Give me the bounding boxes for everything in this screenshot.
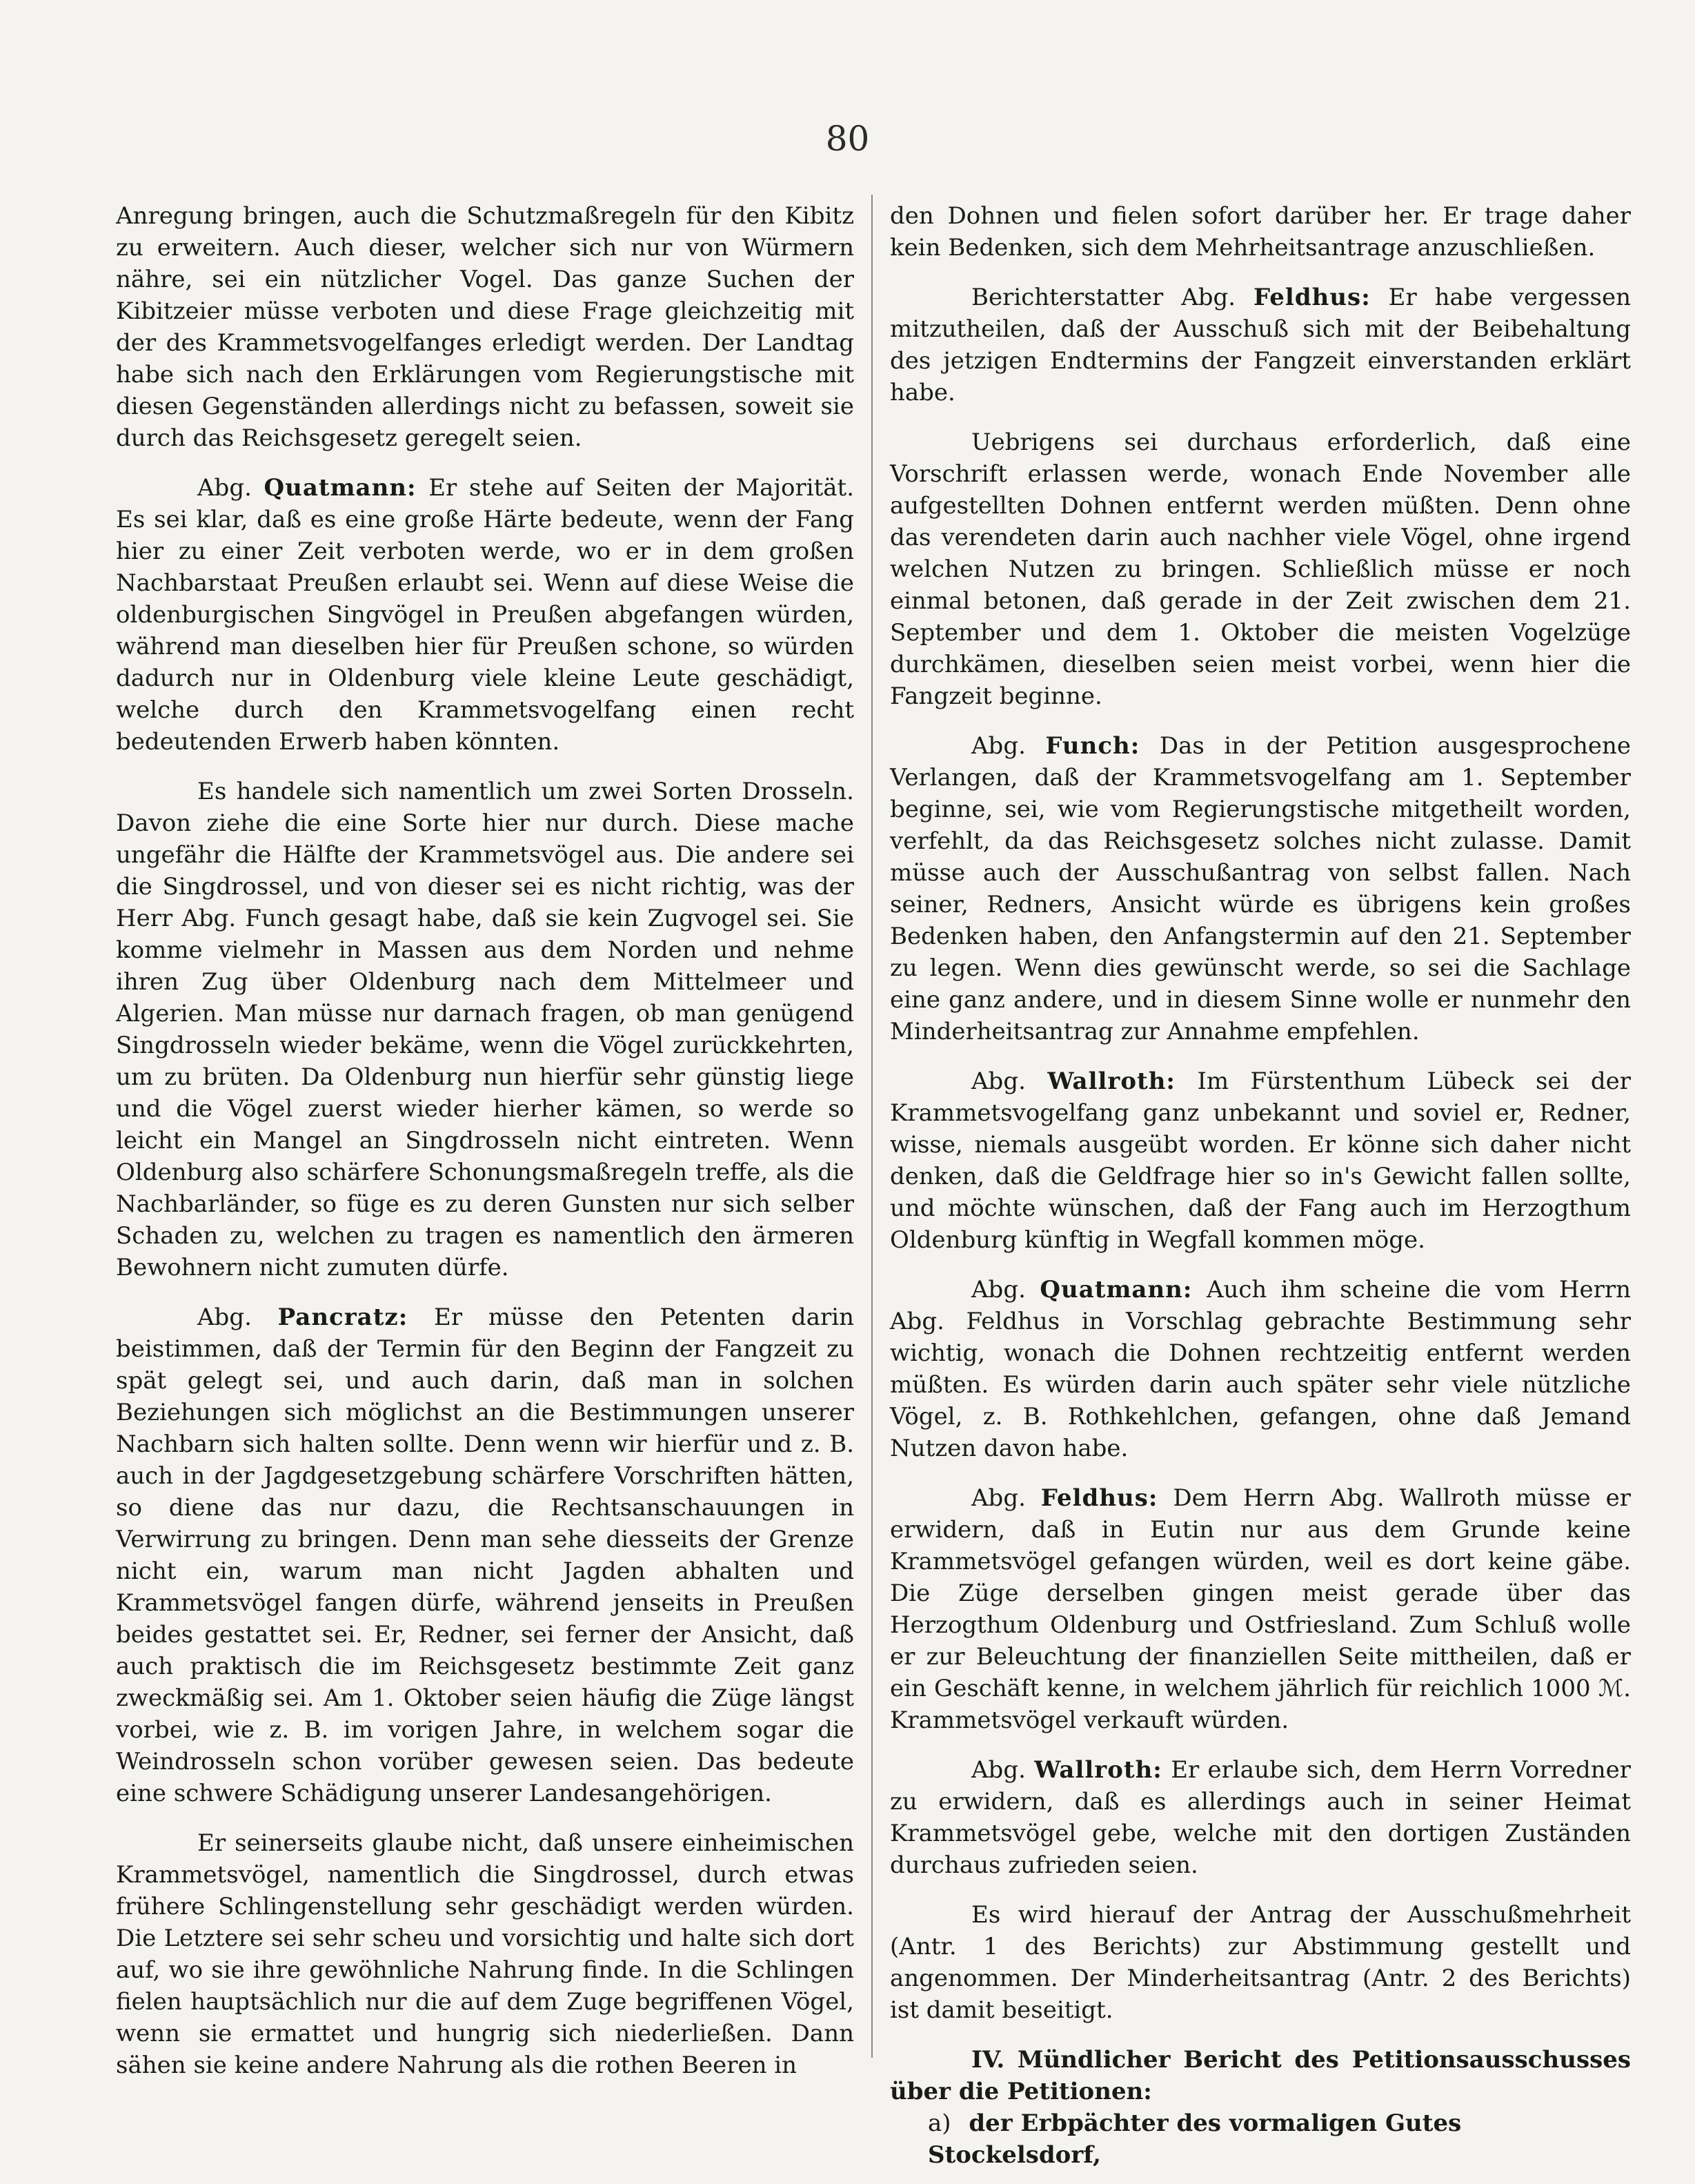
speech-text: Dem Herrn Abg. Wallroth müsse er erwidern, daß in Eutin nur aus dem Grunde keine Krammetsvögel gefangen würden, weil es dort keine gäbe. Die Züge derselben gingen meist gerade über das Herzogthum Oldenburg und Ostfriesland. Zum Schluß wolle er zur Beleuchtung der finanziellen Seite mittheilen, daß er ein Geschäft kenne, in welchem jährlich für reichlich 1000 ℳ. Krammetsvögel verkauft würden. [890, 1484, 1632, 1734]
subsection-text: der Erbpächter des vormaligen Gutes Stockelsdorf, [928, 2109, 1462, 2169]
speaker-prefix: Abg. [971, 1276, 1026, 1303]
paragraph: Es wird hierauf der Antrag der Ausschußmehrheit (Antr. 1 des Berichts) zur Abstimmung gestellt und angenommen. Der Minderheitsantrag (Antr. 2 des Berichts) ist damit beseitigt. [890, 1901, 1631, 2024]
speaker-prefix: Berichterstatter Abg. [971, 284, 1236, 311]
speaker-prefix: Abg. [971, 732, 1026, 760]
speaker-name: Wallroth: [1047, 1068, 1176, 1095]
speaker-name: Quatmann: [1040, 1276, 1193, 1303]
speech-text: Er habe vergessen mitzutheilen, daß der Ausschuß sich mit der Beibehaltung des jetzigen Endtermins der Fangzeit einverstanden erklärt habe. [890, 284, 1632, 406]
speech-text: Das in der Petition ausgesprochene Verlangen, daß der Krammetsvogelfang am 1. September beginne, sei, wie vom Regierungstische mitgetheilt worden, verfehlt, da das Reichsgesetz solches nicht zulasse. Damit müsse auch der Ausschußantrag von selbst fallen. Nach seiner, Redners, Ansicht würde es übrigens kein großes Bedenken haben, den Anfangstermin auf den 21. September zu legen. Wenn dies gewünscht werde, so sei die Sachlage eine ganz andere, und in diesem Sinne wolle er nunmehr den Minderheitsantrag zur Annahme empfehlen. [890, 732, 1632, 1045]
left-column [116, 200, 854, 2081]
speaker-prefix: Abg. [971, 1484, 1026, 1512]
section-heading: IV. Mündlicher Bericht des Petitionsausschusses über die Petitionen: [890, 2046, 1631, 2105]
speech-text: Im Fürstenthum Lübeck sei der Krammetsvogelfang ganz unbekannt und soviel er, Redner, wisse, niemals ausgeübt worden. Er könne sich daher nicht denken, daß die Geldfrage hier so in's Gewicht fallen sollte, und möchte wünschen, daß der Fang auch im Herzogthum Oldenburg künftig in Wegfall kommen möge. [890, 1068, 1631, 1254]
right-column [890, 200, 1631, 2171]
speech-text: Er müsse den Petenten darin beistimmen, daß der Termin für den Beginn der Fangzeit zu spät gelegt sei, und auch darin, daß man in solchen Beziehungen sich möglichst an die Bestimmungen unserer Nachbarn sich halten sollte. Denn wenn wir hierfür und z. B. auch in der Jagdgesetzgebung schärfere Vorschriften hätten, so diene das nur dazu, die Rechtsanschauungen in Verwirrung zu bringen. Denn man sehe diesseits der Grenze nicht ein, warum man nicht Jagden abhalten und Krammetsvögel fangen dürfe, während jenseits in Preußen beides gestattet sei. Er, Redner, sei ferner der Ansicht, daß auch praktisch die im Reichsgesetz bestimmte Zeit ganz zweckmäßig sei. Am 1. Oktober seien häufig die Züge längst vorbei, wie z. B. im vorigen Jahre, in welchem sogar die Weindrosseln schon vorüber gewesen seien. Das bedeute eine schwere Schädigung unserer Landesangehörigen. [116, 1303, 854, 1807]
speech-paragraph [890, 282, 1631, 409]
speaker-prefix: Abg. [197, 474, 252, 502]
speaker-prefix: Abg. [971, 1756, 1026, 1784]
speech-paragraph [890, 730, 1631, 1047]
paragraph: Es handele sich namentlich um zwei Sorten Drosseln. Davon ziehe die eine Sorte hier nur durch. Diese mache ungefähr die Hälfte der Krammetsvögel aus. Die andere sei die Singdrossel, und von dieser sei es nicht richtig, was der Herr Abg. Funch gesagt habe, daß sie kein Zugvogel sei. Sie komme vielmehr in Massen aus dem Norden und nehme ihren Zug über Oldenburg nach dem Mittelmeer und Algerien. Man müsse nur darnach fragen, ob man genügend Singdrosseln wieder bekäme, wenn die Vögel zurückkehrten, um zu brüten. Da Oldenburg nun hierfür sehr günstig liege und die Vögel zuerst wieder hierher kämen, so werde so leicht ein Mangel an Singdrosseln nicht eintreten. Wenn Oldenburg also schärfere Schonungsmaßregeln treffe, als die Nachbarländer, so füge es zu deren Gunsten nur sich selber Schaden zu, welchen zu tragen es namentlich den ärmeren Bewohnern nicht zumuten dürfe. [116, 778, 854, 1281]
speech-text: Er erlaube sich, dem Herrn Vorredner zu erwidern, daß es allerdings auch in seiner Heimat Krammetsvögel gebe, welche mit den dortigen Zuständen durchaus zufrieden seien. [890, 1756, 1632, 1879]
speaker-name: Feldhus: [1040, 1484, 1158, 1512]
subsection-marker: a) [928, 2109, 951, 2137]
paragraph: Uebrigens sei durchaus erforderlich, daß eine Vorschrift erlassen werde, wonach Ende November alle aufgestellten Dohnen entfernt werden müßten. Denn ohne das verendeten darin auch nachher viele Vögel, ohne irgend welchen Nutzen zu bringen. Schließlich müsse er noch einmal betonen, daß gerade in der Zeit zwischen dem 21. September und dem 1. Oktober die meisten Vogelzüge durchkämen, dieselben seien meist vorbei, wenn hier die Fangzeit beginne. [890, 429, 1631, 710]
speech-paragraph [116, 1301, 854, 1809]
speech-paragraph [890, 1482, 1631, 1736]
speech-paragraph [890, 1274, 1631, 1464]
speaker-name: Quatmann: [264, 474, 417, 502]
paragraph: den Dohnen und fielen sofort darüber her. Er trage daher kein Bedenken, sich dem Mehrheitsantrage anzuschließen. [890, 202, 1631, 262]
speaker-name: Feldhus: [1253, 284, 1371, 311]
paragraph: Anregung bringen, auch die Schutzmaßregeln für den Kibitz zu erweitern. Auch dieser, welcher sich nur von Würmern nähre, sei ein nützlicher Vogel. Das ganze Suchen der Kibitzeier müsse verboten und diese Frage gleichzeitig mit der des Krammetsvogelfanges erledigt werden. Der Landtag habe sich nach den Erklärungen vom Regierungstische mit diesen Gegenständen allerdings nicht zu befassen, soweit sie durch das Reichsgesetz geregelt seien. [116, 202, 854, 452]
paragraph: Er seinerseits glaube nicht, daß unsere einheimischen Krammetsvögel, namentlich die Singdrossel, durch etwas frühere Schlingenstellung sehr geschädigt werden würden. Die Letztere sei sehr scheu und vorsichtig und halte sich dort auf, wo sie ihre gewöhnliche Nahrung finde. In die Schlingen fielen hauptsächlich nur die auf dem Zuge begriffenen Vögel, wenn sie ermattet und hungrig sich niederließen. Dann sähen sie keine andere Nahrung als die rothen Beeren in [116, 1829, 854, 2079]
speaker-prefix: Abg. [197, 1303, 252, 1331]
speaker-name: Pancratz: [277, 1303, 408, 1331]
speech-paragraph [890, 1065, 1631, 1256]
speech-text: Er stehe auf Seiten der Majorität. Es sei klar, daß es eine große Härte bedeute, wenn der Fang hier zu einer Zeit verboten werde, wo er in dem großen Nachbarstaat Preußen erlaubt sei. Wenn auf diese Weise die oldenburgischen Singvögel in Preußen abgefangen würden, während man dieselben hier für Preußen schone, so würden dadurch nur in Oldenburg viele kleine Leute geschädigt, welche durch den Krammetsvogelfang einen recht bedeutenden Erwerb haben könnten. [116, 474, 854, 756]
speech-text: Auch ihm scheine die vom Herrn Abg. Feldhus in Vorschlag gebrachte Bestimmung sehr wichtig, wonach die Dohnen rechtzeitig entfernt werden müßten. Es würden darin auch später sehr viele nützliche Vögel, z. B. Rothkehlchen, gefangen, ohne daß Jemand Nutzen davon habe. [890, 1276, 1631, 1462]
speech-paragraph [116, 472, 854, 758]
speaker-prefix: Abg. [971, 1068, 1026, 1095]
speech-paragraph [890, 1754, 1631, 1881]
speaker-name: Wallroth: [1034, 1756, 1162, 1784]
speaker-name: Funch: [1045, 732, 1140, 760]
column-divider [871, 195, 873, 2058]
subsection-item [890, 2107, 1631, 2171]
page-number: 80 [825, 119, 870, 159]
